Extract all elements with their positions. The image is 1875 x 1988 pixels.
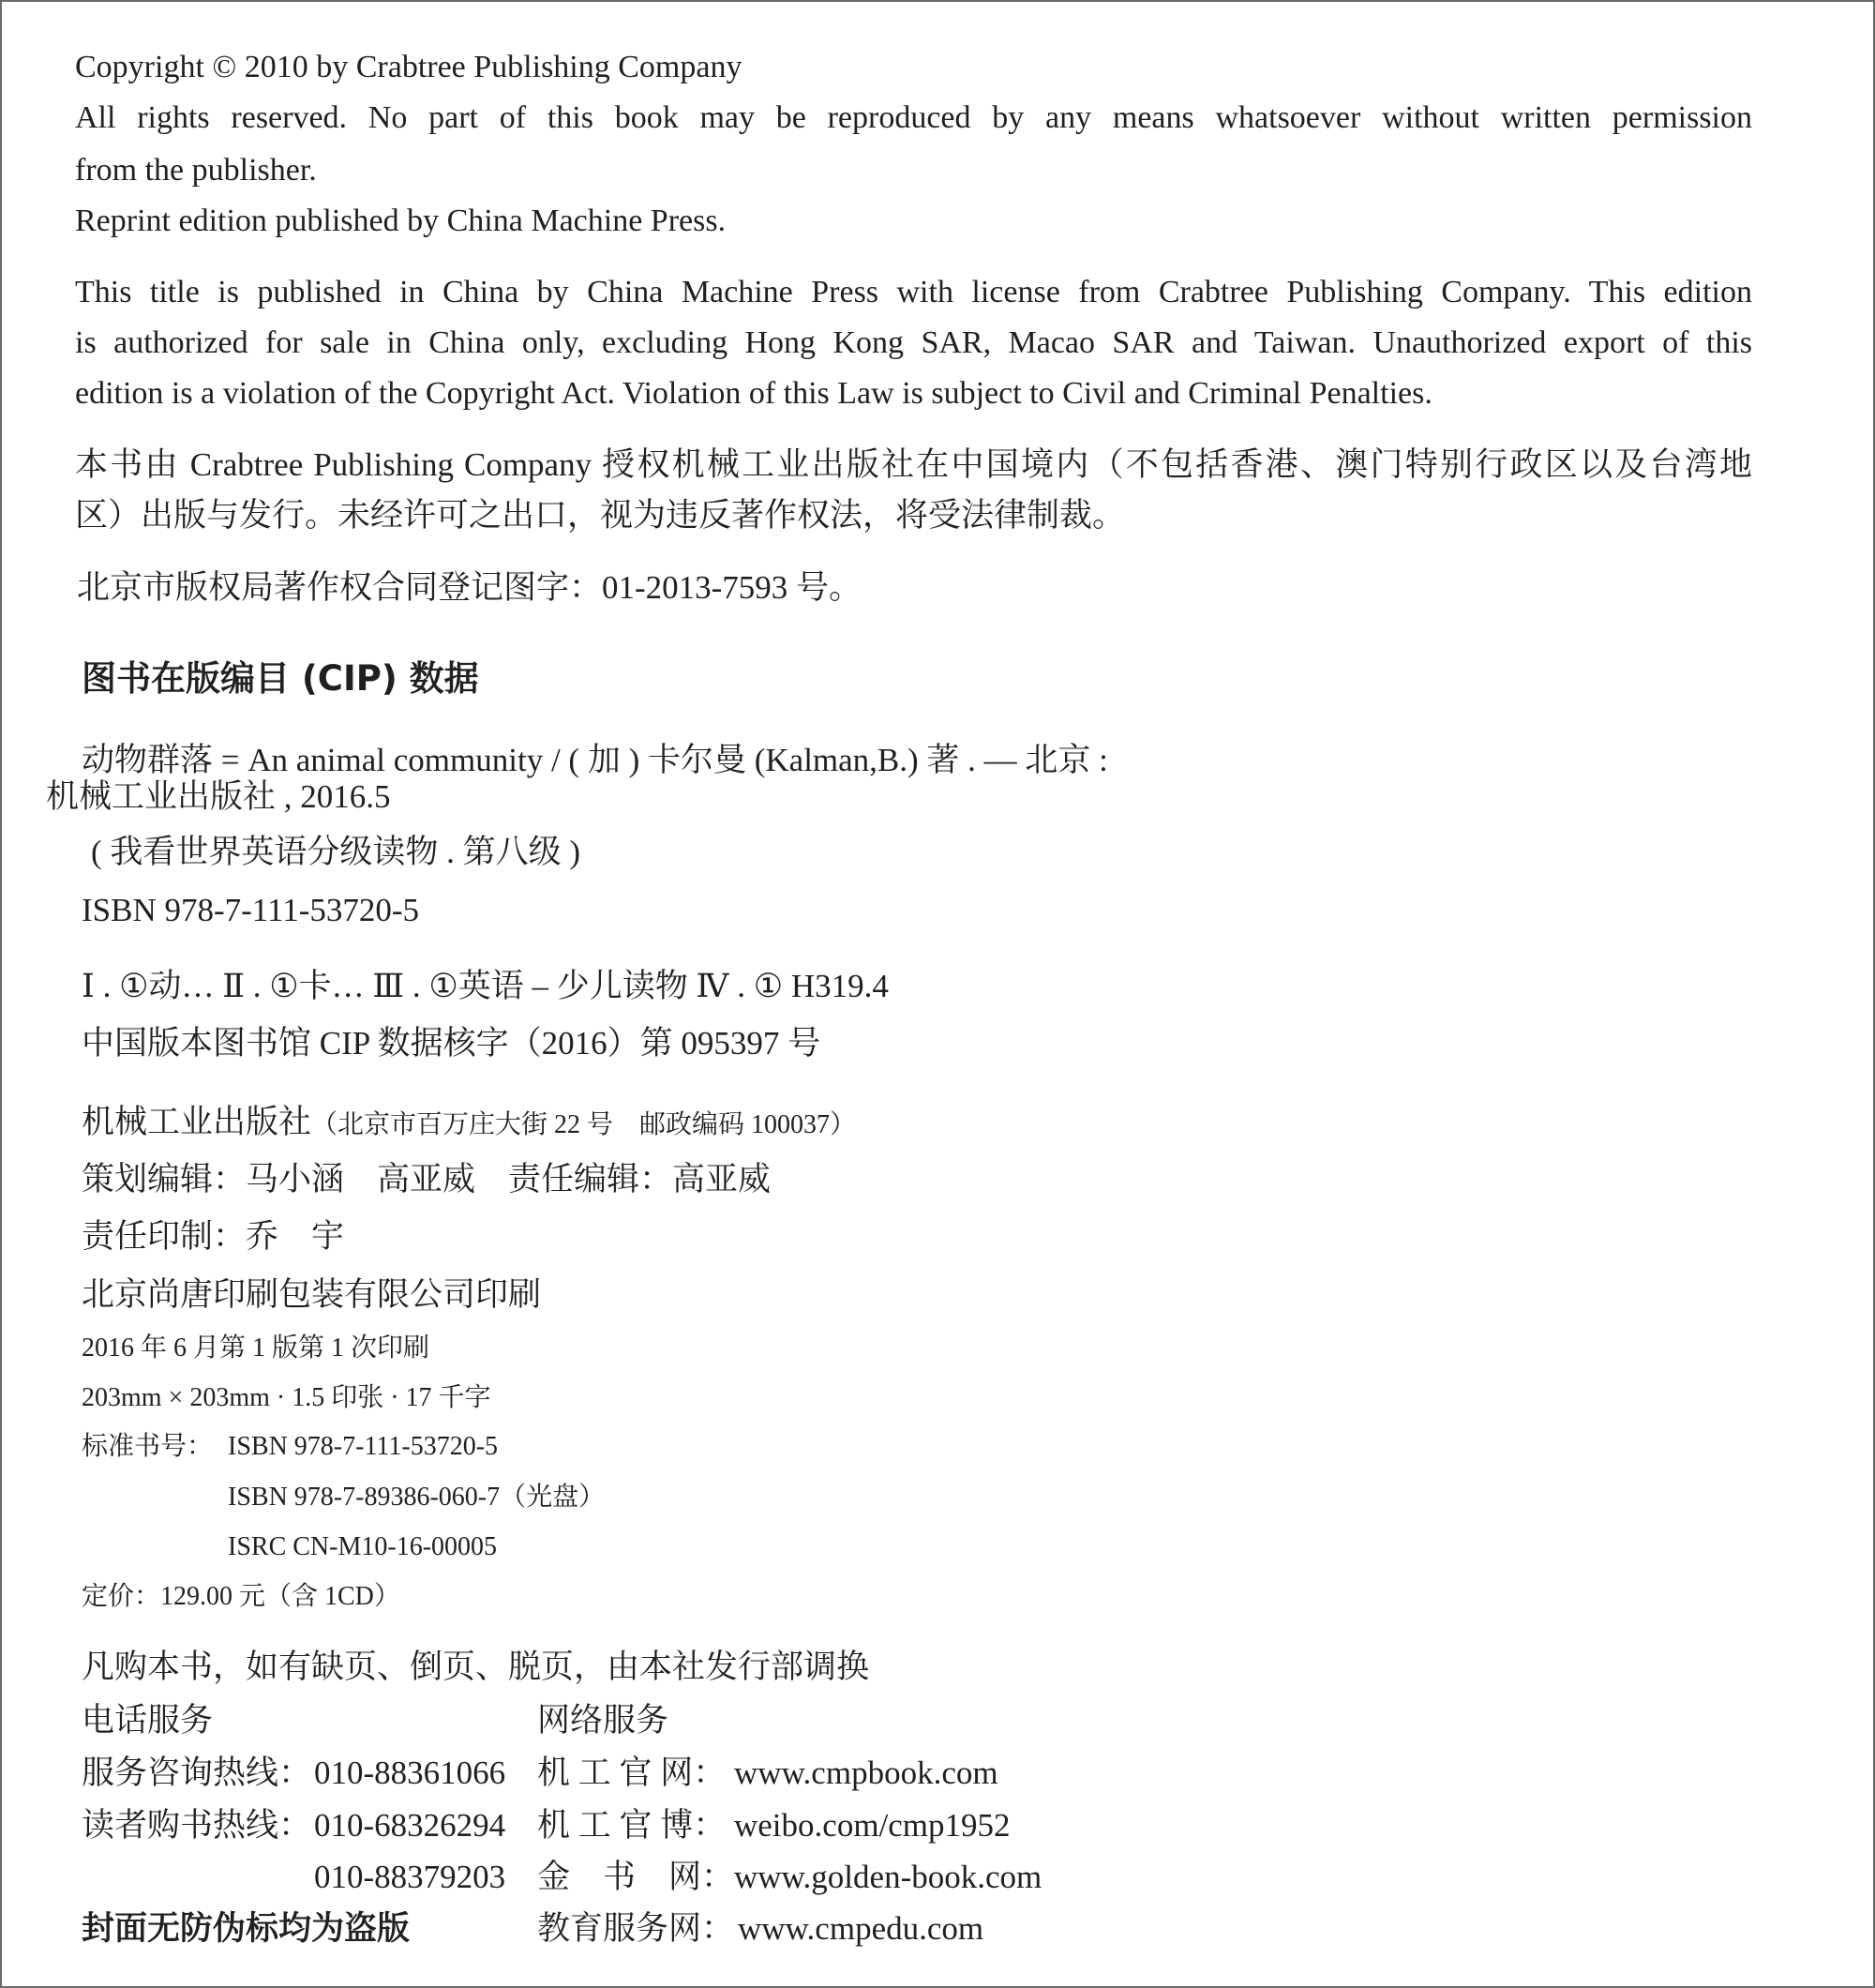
copyright-line: Copyright © 2010 by Crabtree Publishing Company bbox=[75, 50, 742, 84]
cip-isbn: ISBN 978-7-111-53720-5 bbox=[82, 892, 420, 928]
isrc: ISRC CN-M10-16-00005 bbox=[228, 1532, 498, 1561]
rights-line-cont: from the publisher. bbox=[75, 153, 317, 188]
print-manager-line: 责任印制：乔 宇 bbox=[82, 1218, 345, 1255]
cip-classification: Ⅰ . ①动… Ⅱ . ①卡… Ⅲ . ①英语 – 少儿读物 Ⅳ . ① H319.4 bbox=[82, 968, 889, 1004]
publisher-address: （北京市百万庄大街 22 号 邮政编码 100037） bbox=[311, 1110, 857, 1139]
cip-title-line-1: 动物群落 = An animal community / ( 加 ) 卡尔曼 (Kalman,B.) 著 . — 北京 : bbox=[82, 742, 1108, 778]
cip-number: 中国版本图书馆 CIP 数据核字（2016）第 095397 号 bbox=[82, 1025, 821, 1062]
website-3-link[interactable]: www.golden-book.com bbox=[734, 1859, 1042, 1895]
phone-service-heading: 电话服务 bbox=[82, 1702, 214, 1739]
isbn-cd: ISBN 978-7-89386-060-7（光盘） bbox=[228, 1483, 606, 1512]
anti-piracy-notice: 封面无防伪标均为盗版 bbox=[82, 1910, 411, 1947]
license-zh-line-2: 区）出版与发行。未经许可之出口，视为违反著作权法，将受法律制裁。 bbox=[75, 497, 1126, 534]
printer-line: 北京尚唐印刷包装有限公司印刷 bbox=[82, 1276, 542, 1313]
hotline-1-label: 服务咨询热线： bbox=[82, 1755, 312, 1791]
license-line-3: edition is a violation of the Copyright Act. Violation of this Law is subject to Civil and Criminal Penalties. bbox=[75, 376, 1432, 411]
license-zh-line-1: 本书由 Crabtree Publishing Company 授权机械工业出版社在中国境内（不包括香港、澳门特别行政区以及台湾地 bbox=[75, 446, 1752, 483]
publisher-line bbox=[82, 1106, 856, 1138]
web-service-heading: 网络服务 bbox=[537, 1702, 669, 1739]
hotline-3: 010-88379203 bbox=[314, 1859, 506, 1895]
website-1-label: 机 工 官 网： bbox=[537, 1755, 727, 1791]
registration-line: 北京市版权局著作权合同登记图字：01-2013-7593 号。 bbox=[77, 569, 862, 606]
hotline-2: 010-68326294 bbox=[314, 1807, 506, 1844]
website-4-link[interactable]: www.cmpedu.com bbox=[738, 1910, 984, 1947]
format-line: 203mm × 203mm · 1.5 印张 · 17 千字 bbox=[82, 1383, 491, 1412]
editors-line: 策划编辑：马小涵 高亚威 责任编辑：高亚威 bbox=[82, 1161, 772, 1197]
rights-line: All rights reserved. No part of this book may be reproduced by any means whatsoever without written permission bbox=[75, 100, 1752, 135]
cip-heading: 图书在版编目 (CIP) 数据 bbox=[82, 658, 479, 699]
reprint-line: Reprint edition published by China Machine Press. bbox=[75, 203, 727, 238]
cip-series: ( 我看世界英语分级读物 . 第八级 ) bbox=[91, 834, 581, 870]
cip-title-line-2: 机械工业出版社 , 2016.5 bbox=[46, 778, 391, 815]
website-3-label: 金 书 网： bbox=[537, 1859, 735, 1895]
price-line: 定价：129.00 元（含 1CD） bbox=[82, 1582, 400, 1611]
hotline-1: 010-88361066 bbox=[314, 1755, 506, 1791]
standard-number-label: 标准书号： bbox=[82, 1432, 214, 1461]
exchange-notice: 凡购本书，如有缺页、倒页、脱页，由本社发行部调换 bbox=[82, 1649, 870, 1685]
license-line-1: This title is published in China by China Machine Press with license from Crabtree Publishing Company. This edition bbox=[75, 275, 1752, 309]
website-4-label: 教育服务网： bbox=[537, 1910, 735, 1947]
website-1-link[interactable]: www.cmpbook.com bbox=[734, 1755, 998, 1791]
hotline-2-label: 读者购书热线： bbox=[82, 1807, 312, 1844]
edition-line: 2016 年 6 月第 1 版第 1 次印刷 bbox=[82, 1333, 430, 1363]
isbn-book: ISBN 978-7-111-53720-5 bbox=[228, 1432, 499, 1461]
license-line-2: is authorized for sale in China only, excluding Hong Kong SAR, Macao SAR and Taiwan. Unauthorized export of this bbox=[75, 325, 1752, 360]
publisher-name: 机械工业出版社 bbox=[82, 1104, 312, 1140]
website-2-label: 机 工 官 博： bbox=[537, 1807, 727, 1844]
website-2-link[interactable]: weibo.com/cmp1952 bbox=[734, 1807, 1011, 1844]
